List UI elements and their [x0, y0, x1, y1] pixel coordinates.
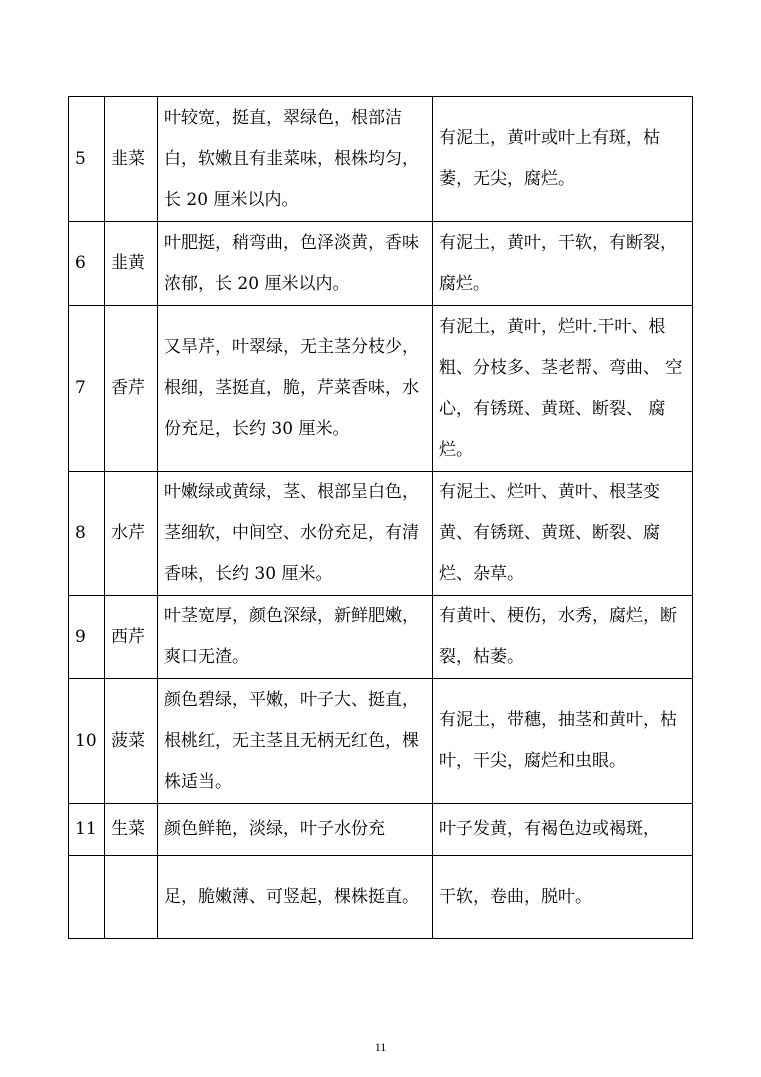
vegetable-name: 韭黄 [105, 222, 158, 306]
table-row [69, 222, 693, 306]
table-row [69, 596, 693, 679]
quality-standard: 足，脆嫩薄、可竖起，棵株挺直。 [158, 856, 433, 939]
row-number: 10 [69, 679, 105, 804]
table-row [69, 679, 693, 804]
row-number: 7 [69, 306, 105, 472]
quality-standard: 叶茎宽厚，颜色深绿，新鲜肥嫩，爽口无渣。 [158, 596, 433, 679]
vegetable-quality-table [68, 96, 693, 939]
vegetable-name: 西芹 [105, 596, 158, 679]
row-number [69, 856, 105, 939]
vegetable-name: 韭菜 [105, 97, 158, 222]
vegetable-name [105, 856, 158, 939]
row-number: 8 [69, 472, 105, 596]
quality-standard: 又旱芹，叶翠绿，无主茎分枝少，根细，茎挺直，脆，芹菜香味，水份充足，长约 30 厘米。 [158, 306, 433, 472]
defects: 有泥土，带穗，抽茎和黄叶，枯叶，干尖，腐烂和虫眼。 [433, 679, 693, 804]
table-row [69, 306, 693, 472]
vegetable-name: 生菜 [105, 804, 158, 856]
defects: 有泥土，黄叶或叶上有斑，枯萎，无尖，腐烂。 [433, 97, 693, 222]
table-row [69, 472, 693, 596]
defects: 叶子发黄，有褐色边或褐斑， [433, 804, 693, 856]
row-number: 9 [69, 596, 105, 679]
row-number: 5 [69, 97, 105, 222]
table-row [69, 804, 693, 856]
vegetable-name: 水芹 [105, 472, 158, 596]
table-row [69, 856, 693, 939]
quality-standard: 颜色碧绿，平嫩，叶子大、挺直，根桃红，无主茎且无柄无红色，棵株适当。 [158, 679, 433, 804]
vegetable-name: 菠菜 [105, 679, 158, 804]
vegetable-name: 香芹 [105, 306, 158, 472]
page-number: 11 [374, 1040, 387, 1054]
quality-standard: 叶较宽，挺直，翠绿色，根部洁白，软嫩且有韭菜味，根株均匀，长 20 厘米以内。 [158, 97, 433, 222]
quality-standard: 颜色鲜艳，淡绿，叶子水份充 [158, 804, 433, 856]
defects: 干软，卷曲，脱叶。 [433, 856, 693, 939]
quality-standard: 叶肥挺，稍弯曲，色泽淡黄，香味浓郁，长 20 厘米以内。 [158, 222, 433, 306]
row-number: 6 [69, 222, 105, 306]
defects: 有泥土，黄叶，干软，有断裂， 腐烂。 [433, 222, 693, 306]
defects: 有黄叶、梗伤，水秀，腐烂，断裂，枯萎。 [433, 596, 693, 679]
defects: 有泥土、烂叶、黄叶、根茎变黄、有锈斑、黄斑、断裂、腐烂、杂草。 [433, 472, 693, 596]
defects: 有泥土，黄叶，烂叶.干叶、根粗、分枝多、茎老帮、弯曲、 空心，有锈斑、黄斑、断裂、 腐烂。 [433, 306, 693, 472]
table-row [69, 97, 693, 222]
row-number: 11 [69, 804, 105, 856]
quality-standard: 叶嫩绿或黄绿，茎、根部呈白色，茎细软，中间空、水份充足，有清香味，长约 30 厘米。 [158, 472, 433, 596]
